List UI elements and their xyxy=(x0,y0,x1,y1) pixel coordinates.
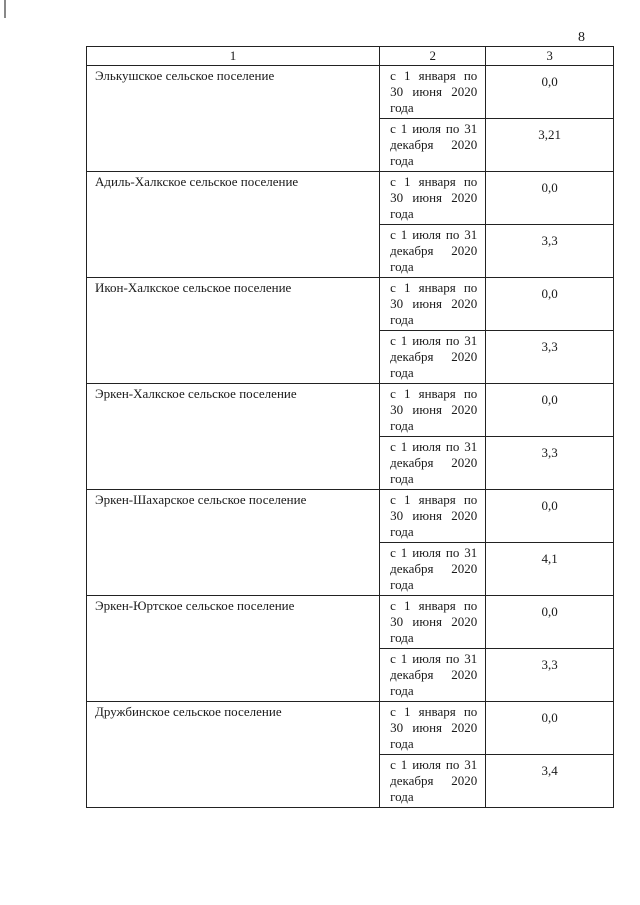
value-cell: 0,0 xyxy=(486,384,614,437)
table-row xyxy=(87,172,614,225)
value-cell: 3,3 xyxy=(486,331,614,384)
table-row xyxy=(87,490,614,543)
period-cell: с 1 июля по 31 декабря 2020 года xyxy=(380,225,486,278)
header-col-3: 3 xyxy=(486,47,614,66)
period-cell: с 1 января по 30 июня 2020 года xyxy=(380,490,486,543)
period-cell: с 1 июля по 31 декабря 2020 года xyxy=(380,543,486,596)
header-row xyxy=(87,47,614,66)
table-row xyxy=(87,702,614,755)
settlement-name: Эркен-Халкское сельское поселение xyxy=(87,384,380,490)
settlement-name: Эркен-Юртское сельское поселение xyxy=(87,596,380,702)
settlement-name: Эркен-Шахарское сельское поселение xyxy=(87,490,380,596)
table-row xyxy=(87,278,614,331)
settlement-name: Икон-Халкское сельское поселение xyxy=(87,278,380,384)
period-cell: с 1 июля по 31 декабря 2020 года xyxy=(380,755,486,808)
value-cell: 0,0 xyxy=(486,278,614,331)
value-cell: 3,3 xyxy=(486,649,614,702)
settlement-name: Адиль-Халкское сельское поселение xyxy=(87,172,380,278)
period-cell: с 1 января по 30 июня 2020 года xyxy=(380,702,486,755)
value-cell: 0,0 xyxy=(486,702,614,755)
value-cell: 4,1 xyxy=(486,543,614,596)
period-cell: с 1 июля по 31 декабря 2020 года xyxy=(380,119,486,172)
value-cell: 0,0 xyxy=(486,490,614,543)
period-cell: с 1 января по 30 июня 2020 года xyxy=(380,596,486,649)
period-cell: с 1 января по 30 июня 2020 года xyxy=(380,172,486,225)
value-cell: 3,3 xyxy=(486,225,614,278)
value-cell: 0,0 xyxy=(486,66,614,119)
value-cell: 0,0 xyxy=(486,596,614,649)
period-cell: с 1 января по 30 июня 2020 года xyxy=(380,66,486,119)
page-number: 8 xyxy=(578,30,585,45)
value-cell: 3,3 xyxy=(486,437,614,490)
settlement-name: Дружбинское сельское поселение xyxy=(87,702,380,808)
period-cell: с 1 июля по 31 декабря 2020 года xyxy=(380,331,486,384)
table-row xyxy=(87,384,614,437)
value-cell: 3,21 xyxy=(486,119,614,172)
table-row xyxy=(87,66,614,119)
table-row xyxy=(87,596,614,649)
scan-edge-mark xyxy=(4,0,6,18)
settlement-name: Элькушское сельское поселение xyxy=(87,66,380,172)
period-cell: с 1 января по 30 июня 2020 года xyxy=(380,384,486,437)
period-cell: с 1 июля по 31 декабря 2020 года xyxy=(380,649,486,702)
period-cell: с 1 января по 30 июня 2020 года xyxy=(380,278,486,331)
value-cell: 0,0 xyxy=(486,172,614,225)
rates-table xyxy=(86,46,614,808)
value-cell: 3,4 xyxy=(486,755,614,808)
header-col-1: 1 xyxy=(87,47,380,66)
period-cell: с 1 июля по 31 декабря 2020 года xyxy=(380,437,486,490)
header-col-2: 2 xyxy=(380,47,486,66)
